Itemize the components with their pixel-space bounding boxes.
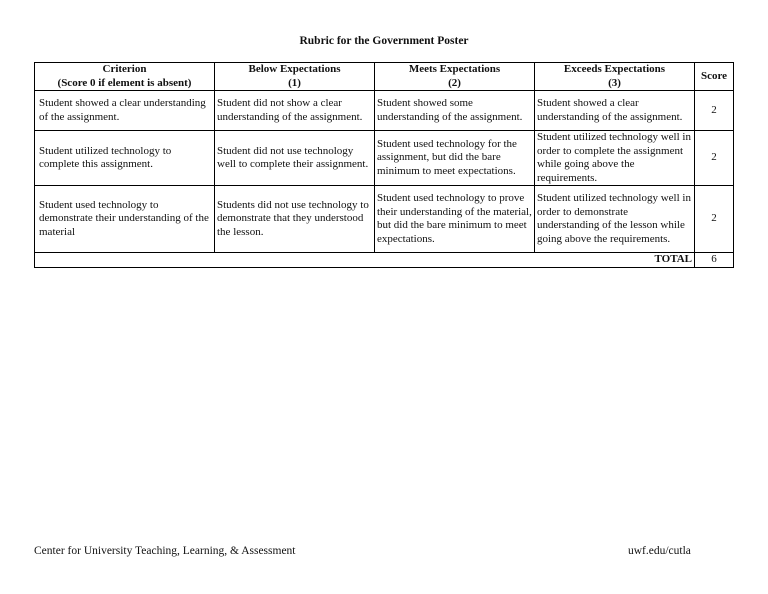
header-exceeds-title: Exceeds Expectations xyxy=(563,63,666,75)
header-criterion-note: (Score 0 if element is absent) xyxy=(57,76,192,89)
total-row xyxy=(35,253,734,268)
document-title: Rubric for the Government Poster xyxy=(299,35,469,47)
table-row xyxy=(35,91,734,131)
header-exceeds xyxy=(535,63,695,91)
exceeds-cell: Student utilized technology well in order to complete the assignment while going above the requirements. xyxy=(535,131,695,186)
header-criterion-title: Criterion xyxy=(102,63,147,75)
table-row xyxy=(35,186,734,253)
header-exceeds-points: (3) xyxy=(608,76,621,89)
rubric-table xyxy=(34,62,734,268)
below-cell: Student did not show a clear understanding of the assignment. xyxy=(215,91,375,131)
header-criterion xyxy=(35,63,215,91)
criterion-cell: Student used technology to demonstrate their understanding of the material xyxy=(35,186,215,253)
meets-cell: Student showed some understanding of the assignment. xyxy=(375,91,535,131)
header-meets xyxy=(375,63,535,91)
header-below-points: (1) xyxy=(288,76,301,89)
footer-organization: Center for University Teaching, Learning, & Assessment xyxy=(34,545,296,557)
header-meets-title: Meets Expectations xyxy=(408,63,501,75)
footer-url: uwf.edu/cutla xyxy=(628,545,691,557)
header-row xyxy=(35,63,734,91)
meets-cell: Student used technology for the assignment, but did the bare minimum to meet expectations. xyxy=(375,131,535,186)
total-label: TOTAL xyxy=(35,253,695,268)
below-cell: Student did not use technology well to complete their assignment. xyxy=(215,131,375,186)
criterion-cell: Student utilized technology to complete this assignment. xyxy=(35,131,215,186)
header-score xyxy=(695,63,734,91)
header-meets-points: (2) xyxy=(448,76,461,89)
below-cell: Students did not use technology to demonstrate that they understood the lesson. xyxy=(215,186,375,253)
score-cell: 2 xyxy=(695,91,734,131)
meets-cell: Student used technology to prove their understanding of the material, but did the bare minimum to meet expectations. xyxy=(375,186,535,253)
score-cell: 2 xyxy=(695,186,734,253)
header-below-title: Below Expectations xyxy=(248,63,341,75)
total-value: 6 xyxy=(695,253,734,268)
score-cell: 2 xyxy=(695,131,734,186)
header-below xyxy=(215,63,375,91)
exceeds-cell: Student showed a clear understanding of the assignment. xyxy=(535,91,695,131)
table-row xyxy=(35,131,734,186)
exceeds-cell: Student utilized technology well in order to demonstrate understanding of the lesson while going above the requirements. xyxy=(535,186,695,253)
header-score-title: Score xyxy=(700,69,728,82)
criterion-cell: Student showed a clear understanding of the assignment. xyxy=(35,91,215,131)
